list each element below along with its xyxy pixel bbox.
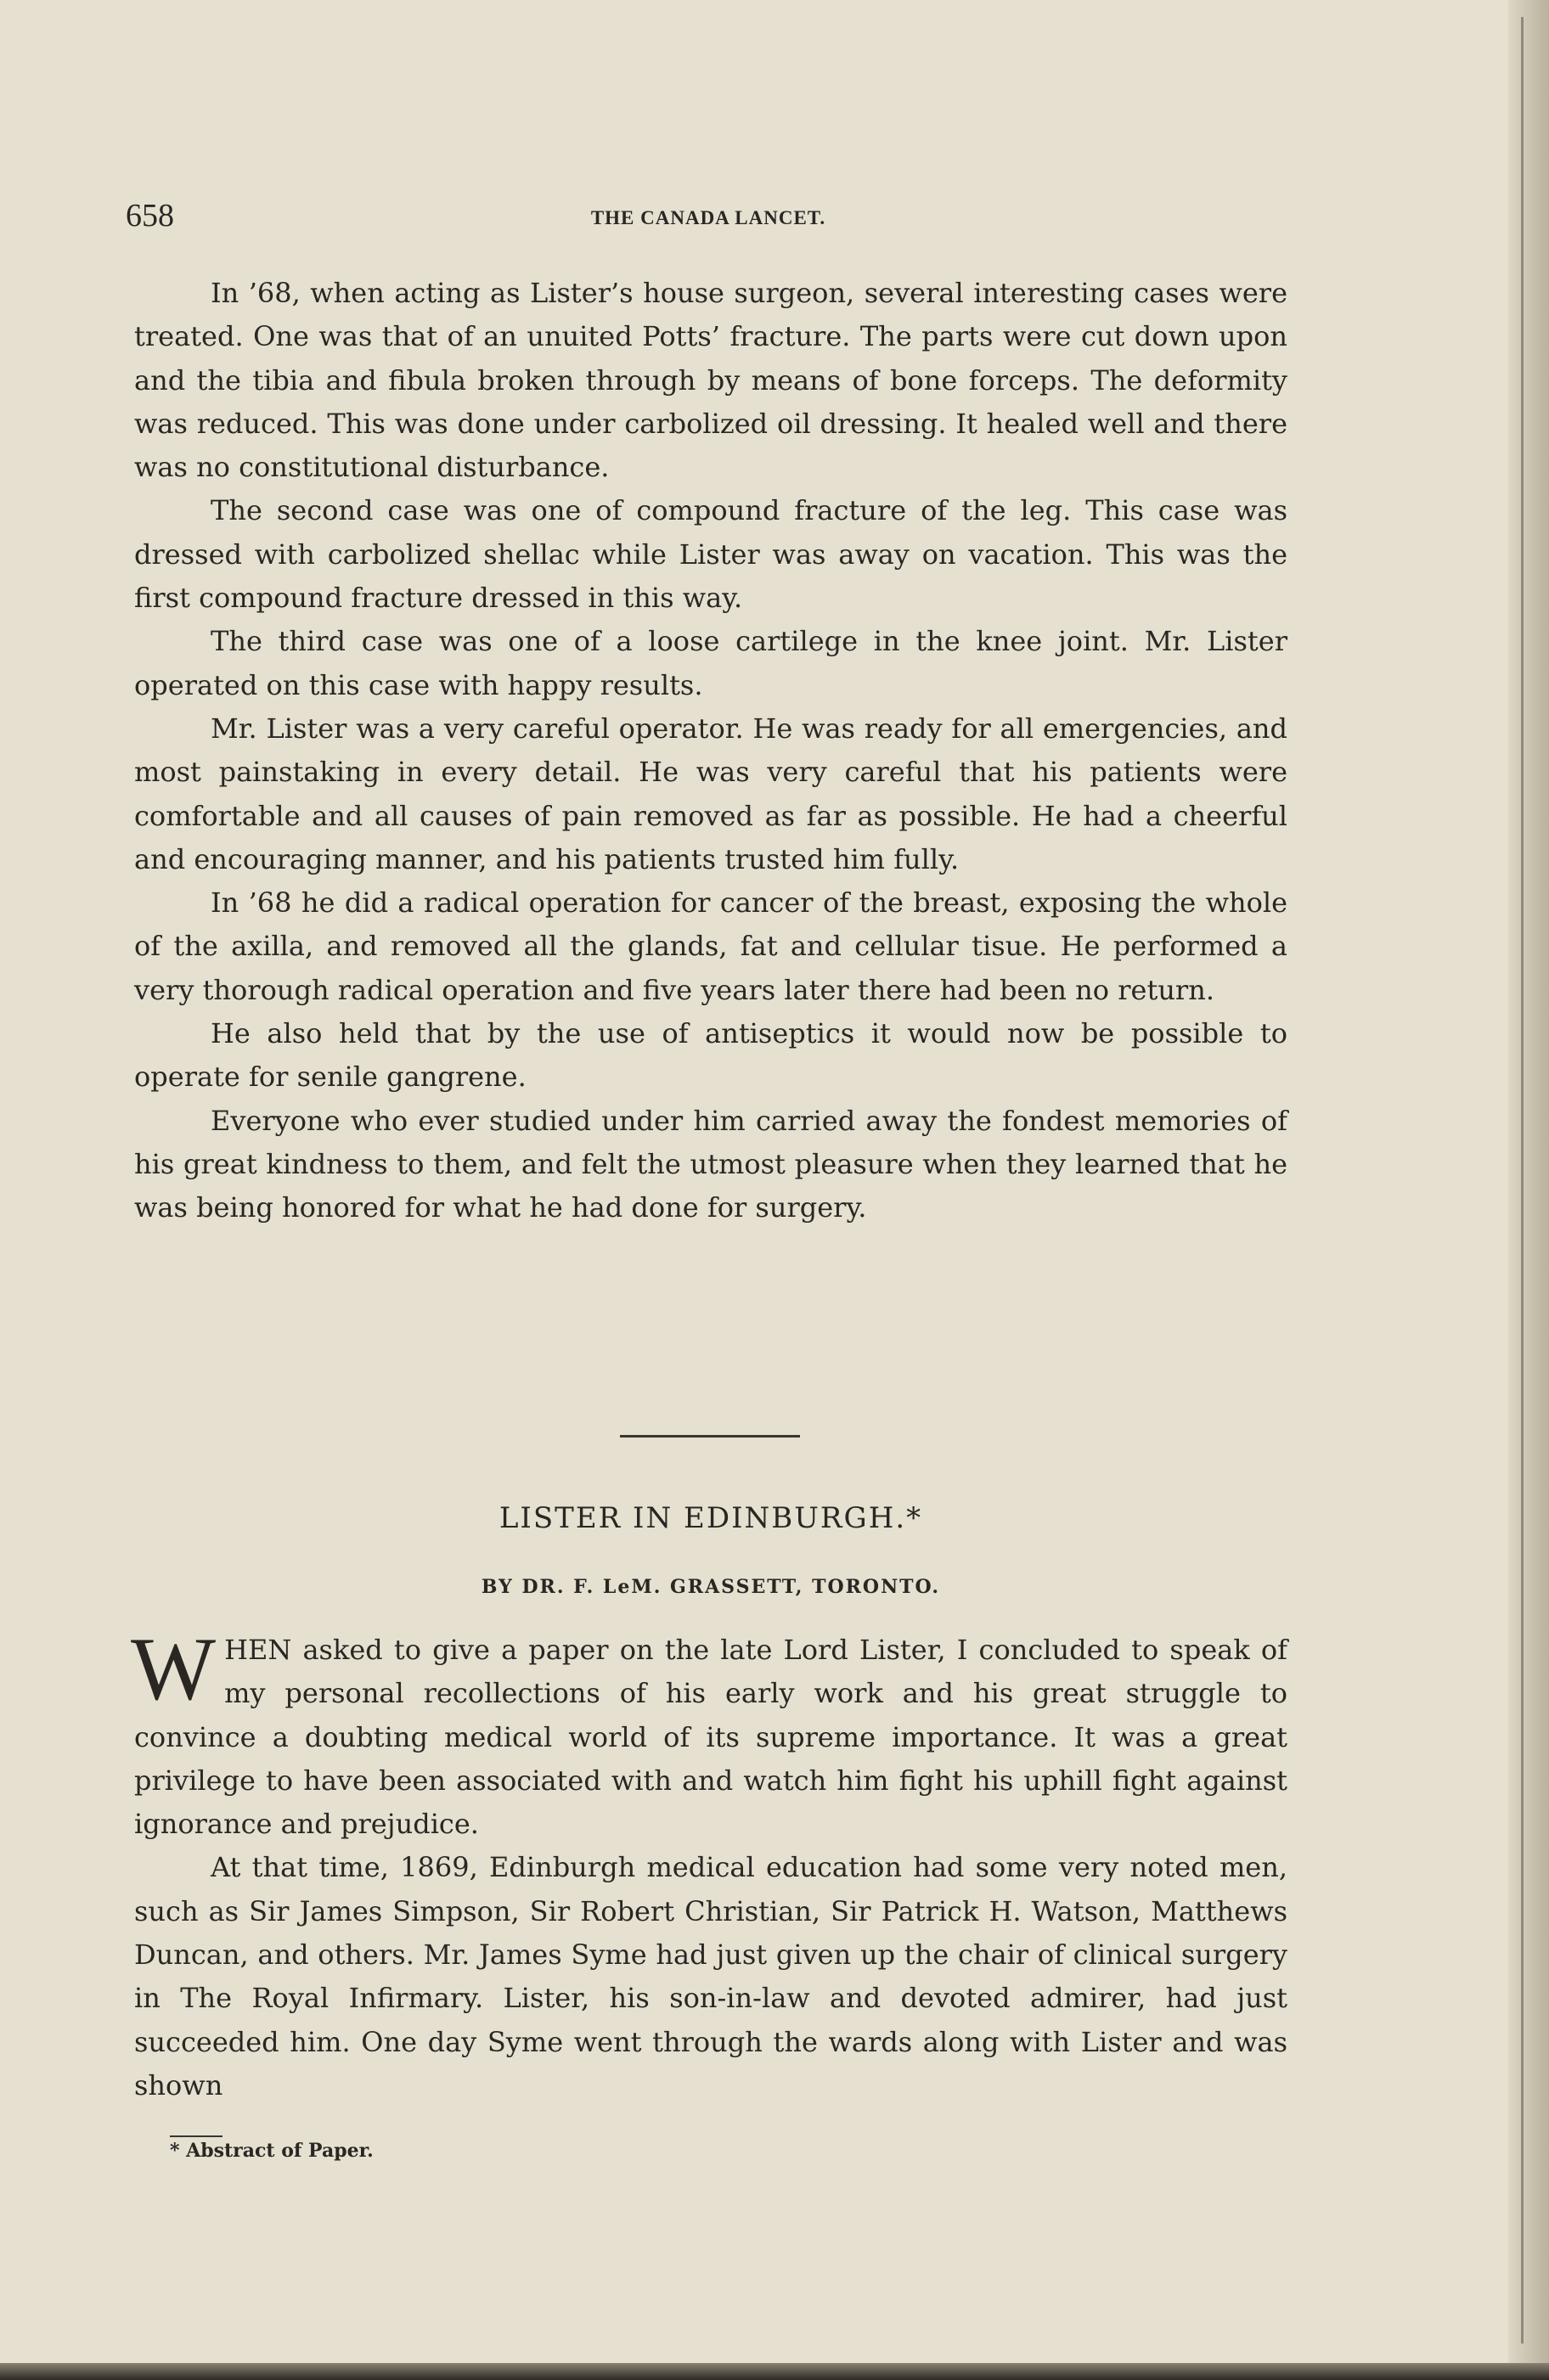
article-title: LISTER IN EDINBURGH.* bbox=[498, 1501, 923, 1535]
paragraph: Mr. Lister was a very careful operator. He was ready for all emergencies, and most painstaking in every detail. He was very careful that his patients were comfortable and all causes of pain removed as far as possible. He had a cheerful and encouraging manner, and his patients trusted him fully. bbox=[134, 712, 1287, 875]
byline: BY DR. F. LeM. GRASSETT, TORONTO. bbox=[481, 1576, 941, 1598]
paragraph: Everyone who ever studied under him carried away the fondest memories of his great kindness to them, and felt the utmost pleasure when they learned that he was being honored for what he had done for surgery. bbox=[134, 1104, 1287, 1224]
article-one-body bbox=[134, 272, 1287, 1230]
paragraph: In ’68 he did a radical operation for cancer of the breast, exposing the whole of the axilla, and removed all the glands, fat and cellular tisue. He performed a very thorough radical operation and five years later there had been no return. bbox=[134, 886, 1287, 1006]
paragraph: In ’68, when acting as Lister’s house surgeon, several interesting cases were treated. One was that of an unuited Potts’ fracture. The parts were cut down upon and the tibia and fibula broken through by means of bone forceps. The deformity was reduced. This was done under carbolized oil dressing. It healed well and there was no constitutional disturbance. bbox=[134, 277, 1287, 484]
lead-paragraph bbox=[131, 1619, 1287, 1846]
paragraph: The second case was one of compound fracture of the leg. This case was dressed with carbolized shellac while Lister was away on vacation. This was the first compound fracture dressed in this way. bbox=[134, 494, 1287, 615]
footnote-rule bbox=[170, 2135, 222, 2137]
journal-title: THE CANADA LANCET. bbox=[590, 207, 826, 228]
page-bottom-edge bbox=[0, 2363, 1549, 2380]
page-edge-shadow bbox=[1508, 0, 1549, 2380]
running-head bbox=[126, 197, 1291, 239]
footnote: * Abstract of Paper. bbox=[170, 2140, 374, 2162]
paragraph: The third case was one of a loose cartilege in the knee joint. Mr. Lister operated on this case with happy results. bbox=[134, 625, 1287, 701]
binding-edge-line bbox=[1521, 17, 1524, 2343]
article-two-body bbox=[131, 1619, 1287, 2107]
page-number: 658 bbox=[126, 198, 174, 233]
paragraph: He also held that by the use of antiseptics it would now be possible to operate for senile gangrene. bbox=[134, 1017, 1287, 1094]
lead-paragraph-text: HEN asked to give a paper on the late Lord Lister, I concluded to speak of my personal recollections of his early work and his great struggle to convince a doubting medical world of its supreme importance. It was a great privilege to have been associated with and watch him fight his uphill fight against ignorance and prejudice. bbox=[134, 1634, 1287, 1841]
paragraph: At that time, 1869, Edinburgh medical education had some very noted men, such as Sir James Simpson, Sir Robert Christian, Sir Patrick H. Watson, Matthews Duncan, and others. Mr. James Syme had just given up the chair of clinical surgery in The Royal Infirmary. Lister, his son-in-law and devoted admirer, had just succeeded him. One day Syme went through the wards along with Lister and was shown bbox=[134, 1851, 1287, 2101]
section-divider bbox=[620, 1435, 800, 1438]
drop-cap: W bbox=[131, 1619, 217, 1719]
